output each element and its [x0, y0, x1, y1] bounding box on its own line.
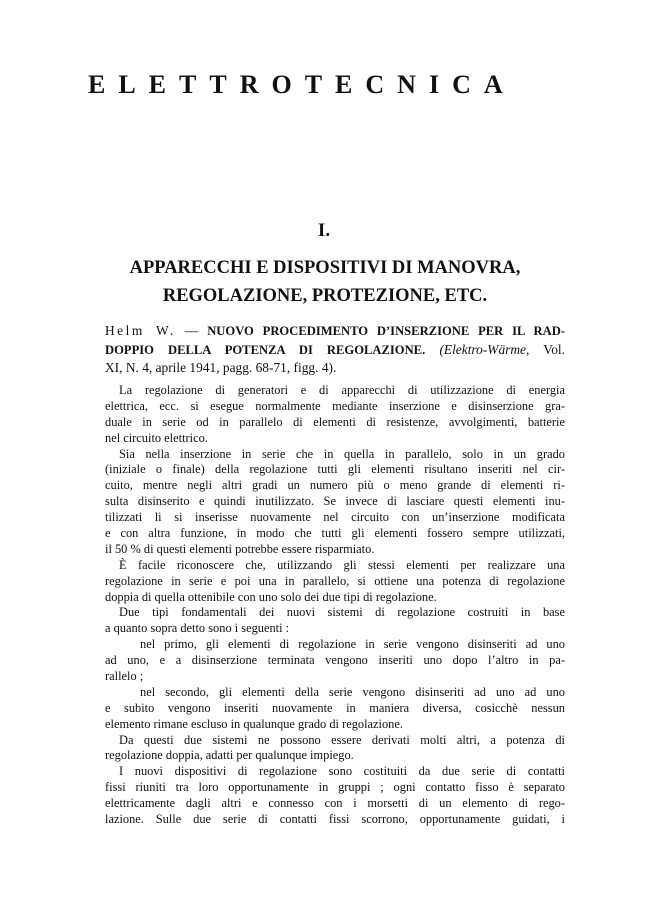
- body-line: nel primo, gli elementi di regolazione in serie vengono disinseriti ad uno: [140, 637, 565, 652]
- citation-block: [105, 322, 565, 377]
- body-line: elettrica, ecc. si esegue normalmente mediante inserzione e disinserzione gra-: [105, 398, 565, 413]
- article-body: [105, 383, 565, 828]
- body-line: È facile riconoscere che, utilizzando gli stessi elementi per realizzare una: [119, 557, 565, 572]
- body-line: sulta disinserito e quindi inutilizzato. Se invece di lasciare questi elementi inu-: [105, 494, 565, 509]
- citation-title-2: DOPPIO DELLA POTENZA DI REGOLAZIONE.: [105, 342, 426, 357]
- body-line: nel circuito elettrico.: [105, 430, 208, 445]
- body-line: fissi riuniti tra loro opportunamente in gruppi ; ogni contatto fisso è separato: [105, 780, 565, 795]
- body-line: e subito vengono inseriti nuovamente in maniera diversa, cosicchè nessun: [105, 700, 565, 715]
- body-line: a quanto sopra detto sono i seguenti :: [105, 621, 290, 636]
- body-line: lazione. Sulle due serie di contatti fissi scorrono, opportunamente guidati, i: [105, 812, 565, 827]
- body-line: duale in serie od in parallelo di elementi di resistenze, avvolgimenti, batterie: [105, 414, 565, 429]
- citation-line-1: [105, 322, 565, 341]
- body-line: il 50 % di questi elementi potrebbe essere risparmiato.: [105, 541, 375, 556]
- citation-dash: —: [175, 323, 208, 338]
- body-line: Due tipi fondamentali dei nuovi sistemi di regolazione costruiti in base: [119, 605, 565, 620]
- section-number: I.: [317, 220, 331, 241]
- running-header: ELETTROTECNICA: [88, 70, 516, 99]
- body-line: regolazione in serie e poi una in parallelo, si ottiene una potenza di regolazione: [105, 573, 565, 588]
- section-title-line-2: REGOLAZIONE, PROTEZIONE, ETC.: [162, 286, 488, 306]
- body-line: (iniziale o finale) della regolazione tutti gli elementi risultano inseriti nel cir-: [105, 462, 565, 477]
- body-line: elemento rimane escluso in qualunque grado di regolazione.: [105, 716, 403, 731]
- citation-title-1: NUOVO PROCEDIMENTO D’INSERZIONE PER IL RAD-: [207, 324, 565, 338]
- body-line: Da questi due sistemi ne possono essere derivati molti altri, a potenza di: [119, 732, 565, 747]
- citation-vol: Vol.: [529, 341, 565, 357]
- body-line: rallelo ;: [105, 669, 144, 684]
- body-line: I nuovi dispositivi di regolazione sono costituiti da due serie di contatti: [119, 764, 565, 779]
- body-line: Sia nella inserzione in serie che in quella in parallelo, solo in un grado: [119, 446, 565, 461]
- body-line: elettricamente dagli altri e connesso con i morsetti di un elemento di rego-: [105, 796, 565, 811]
- body-line: nel secondo, gli elementi della serie vengono disinseriti ad uno ad uno: [140, 684, 565, 699]
- citation-author: Helm W.: [105, 323, 176, 338]
- body-line: La regolazione di generatori e di apparecchi di utilizzazione di energia: [119, 383, 565, 397]
- citation-journal: (Elektro-Wärme,: [439, 341, 530, 357]
- citation-line-2: [105, 341, 565, 360]
- body-line: doppia di quella ottenibile con uno solo dei due tipi di regolazione.: [105, 589, 437, 604]
- body-line: cuito, mentre negli altri gradi un numero più o meno grande di elementi ri-: [105, 478, 565, 493]
- body-line: ad uno, e a disinserzione terminata vengono inseriti uno dopo l’altro in pa-: [105, 653, 565, 668]
- body-line: regolazione doppia, adatti per qualunque impiego.: [105, 748, 354, 763]
- section-title-line-1: APPARECCHI E DISPOSITIVI DI MANOVRA,: [129, 258, 521, 278]
- citation-line-3: XI, N. 4, aprile 1941, pagg. 68-71, figg. 4).: [105, 360, 337, 375]
- body-line: tilizzati li si inserisse nuovamente nel circuito con un’inserzione modificata: [105, 510, 565, 525]
- body-line: e con altra funzione, in modo che tutti gli elementi fossero sempre utilizzati,: [105, 526, 565, 541]
